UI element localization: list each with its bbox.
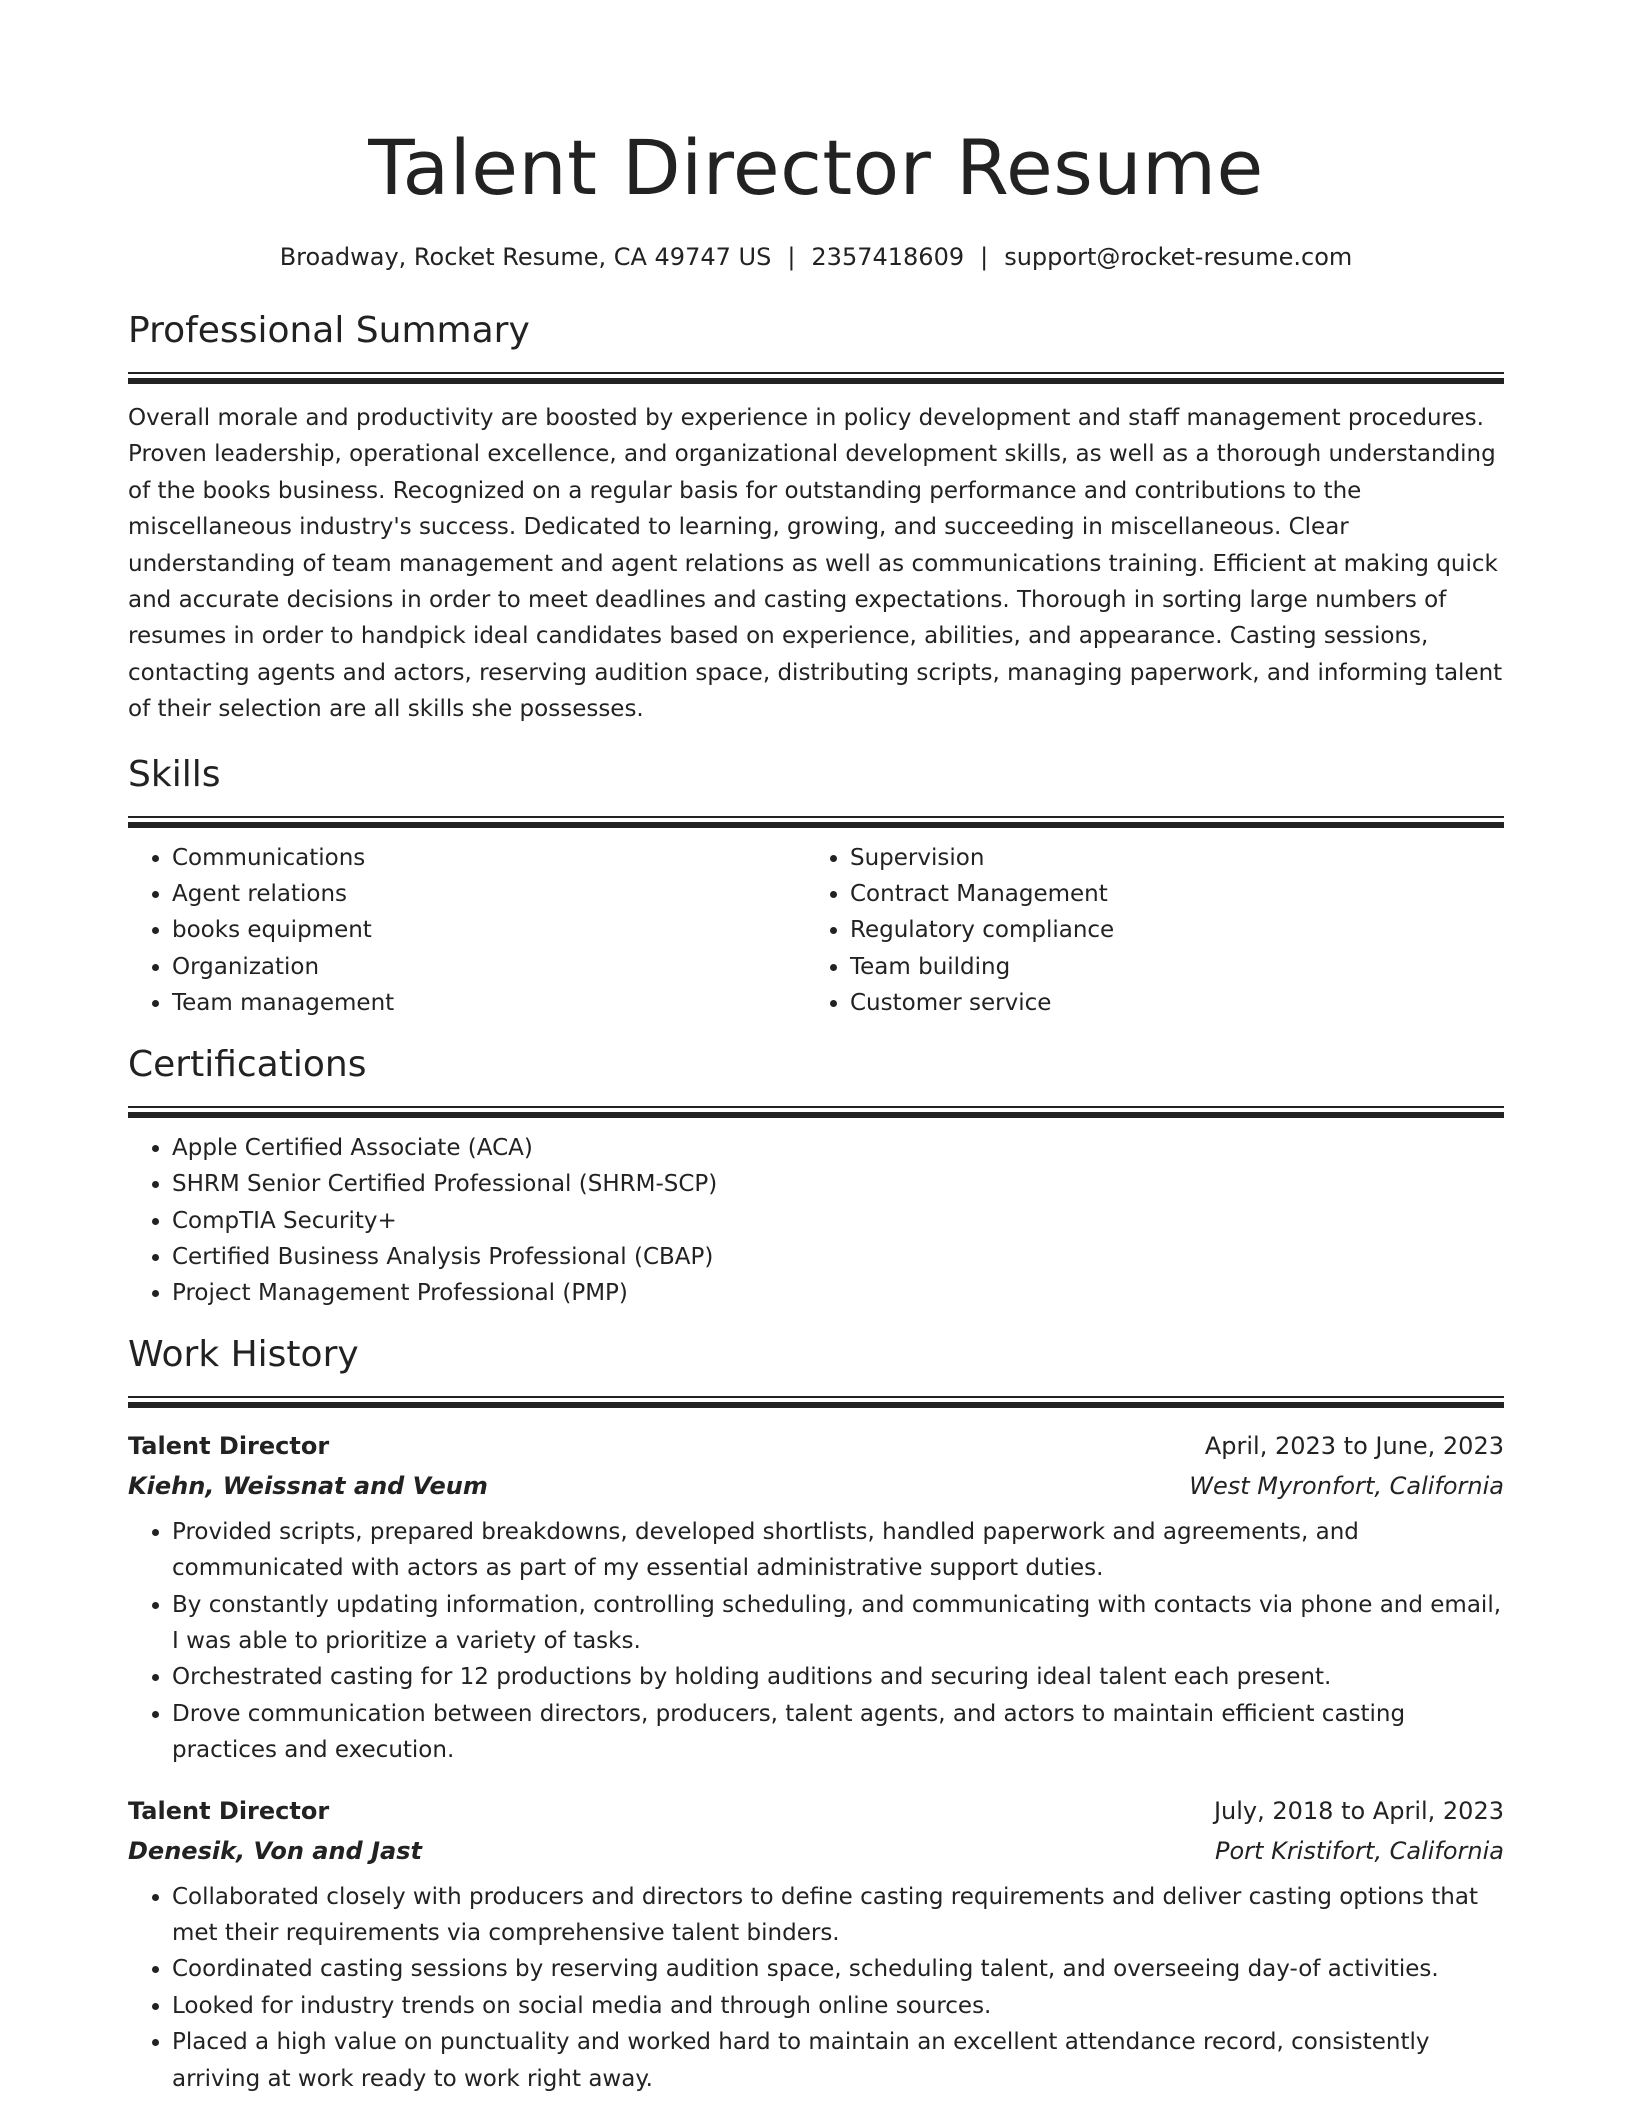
certification-item: • SHRM Senior Certified Professional (SHRM-SCP) <box>172 1166 1504 1202</box>
certifications-list <box>128 1130 1504 1312</box>
skill-item: • Customer service <box>850 985 1484 1021</box>
job-title: Talent Director <box>128 1431 330 1460</box>
job-bullet: • Coordinated casting sessions by reserving audition space, scheduling talent, and overseeing day-of activities. <box>172 1951 1504 1987</box>
skill-item: • Contract Management <box>850 876 1484 912</box>
skills-heading: Skills <box>128 753 221 795</box>
contact-phone: 2357418609 <box>811 243 965 271</box>
skill-item: • Regulatory compliance <box>850 912 1484 948</box>
skill-item: • Team building <box>850 949 1484 985</box>
resume-title: Talent Director Resume <box>368 123 1264 212</box>
contact-address: Broadway, Rocket Resume, CA 49747 US <box>279 243 772 271</box>
job-bullet: • Drove communication between directors, producers, talent agents, and actors to maintain efficient casting practices and execution. <box>172 1696 1504 1769</box>
job-header-row <box>128 1426 1504 1466</box>
job-company: Denesik, Von and Jast <box>128 1836 422 1865</box>
skills-section <box>128 752 1504 1022</box>
job-dates: July, 2018 to April, 2023 <box>1213 1796 1504 1825</box>
section-divider <box>128 1106 1504 1120</box>
summary-section <box>128 308 1504 728</box>
job-location: West Myronfort, California <box>1189 1471 1504 1500</box>
job-subheader-row <box>128 1831 1504 1871</box>
certifications-section <box>128 1042 1504 1312</box>
summary-text: Overall morale and productivity are boosted by experience in policy development and staff management procedures. Proven leadership, operational excellence, and organizational development skills, as well as a thorough understanding of the books business. Recognized on a regular basis for outstanding performance and contributions to the miscellaneous industry's success. Dedicated to learning, growing, and succeeding in miscellaneous. Clear understanding of team management and agent relations as well as communications training. Efficient at making quick and accurate decisions in order to meet deadlines and casting expectations. Thorough in sorting large numbers of resumes in order to handpick ideal candidates based on experience, abilities, and appearance. Casting sessions, contacting agents and actors, reserving audition space, distributing scripts, managing paperwork, and informing talent of their selection are all skills she possesses. <box>128 405 1503 723</box>
certification-item: • Certified Business Analysis Professional (CBAP) <box>172 1239 1504 1275</box>
contact-separator: | <box>787 243 796 271</box>
job-bullet: • Collaborated closely with producers and directors to define casting requirements and deliver casting options that met their requirements via comprehensive talent binders. <box>172 1879 1504 1952</box>
job-bullet: • Provided scripts, prepared breakdowns, developed shortlists, handled paperwork and agreements, and communicated with actors as part of my essential administrative support duties. <box>172 1514 1504 1587</box>
job-location: Port Kristifort, California <box>1215 1836 1504 1865</box>
skills-columns <box>128 840 1504 1022</box>
skill-item: • Team management <box>172 985 806 1021</box>
job-bullets <box>128 1514 1504 1769</box>
job-bullets <box>128 1879 1504 2097</box>
job-bullet: • By constantly updating information, controlling scheduling, and communicating with contacts via phone and email, I was able to prioritize a variety of tasks. <box>172 1587 1504 1660</box>
skill-item: • Agent relations <box>172 876 806 912</box>
job-entry <box>128 1791 1504 2097</box>
contact-line <box>128 240 1504 274</box>
skills-list-right <box>806 840 1484 1022</box>
job-dates: April, 2023 to June, 2023 <box>1204 1431 1504 1460</box>
contact-email[interactable]: support@rocket-resume.com <box>1004 243 1353 271</box>
skill-item: • Communications <box>172 840 806 876</box>
skill-item: • Organization <box>172 949 806 985</box>
summary-heading: Professional Summary <box>128 310 530 351</box>
resume-page <box>128 0 1504 2097</box>
skills-list-left <box>128 840 806 1022</box>
work-history-heading: Work History <box>128 1333 359 1375</box>
job-subheader-row <box>128 1466 1504 1506</box>
job-bullet: • Orchestrated casting for 12 productions by holding auditions and securing ideal talent each present. <box>172 1659 1504 1695</box>
certifications-heading: Certifications <box>128 1043 367 1085</box>
job-header-row <box>128 1791 1504 1831</box>
skill-item: • Supervision <box>850 840 1484 876</box>
contact-separator: | <box>980 243 989 271</box>
job-bullet: • Placed a high value on punctuality and worked hard to maintain an excellent attendance record, consistently arriving at work ready to work right away. <box>172 2024 1504 2097</box>
section-divider <box>128 1396 1504 1410</box>
certification-item: • Project Management Professional (PMP) <box>172 1275 1504 1311</box>
section-divider <box>128 372 1504 386</box>
certification-item: • Apple Certified Associate (ACA) <box>172 1130 1504 1166</box>
section-divider <box>128 816 1504 830</box>
job-company: Kiehn, Weissnat and Veum <box>128 1471 488 1500</box>
job-entry <box>128 1426 1504 1769</box>
job-title: Talent Director <box>128 1796 330 1825</box>
job-bullet: • Looked for industry trends on social media and through online sources. <box>172 1988 1504 2024</box>
certification-item: • CompTIA Security+ <box>172 1203 1504 1239</box>
skill-item: • books equipment <box>172 912 806 948</box>
work-history-section <box>128 1332 1504 2097</box>
